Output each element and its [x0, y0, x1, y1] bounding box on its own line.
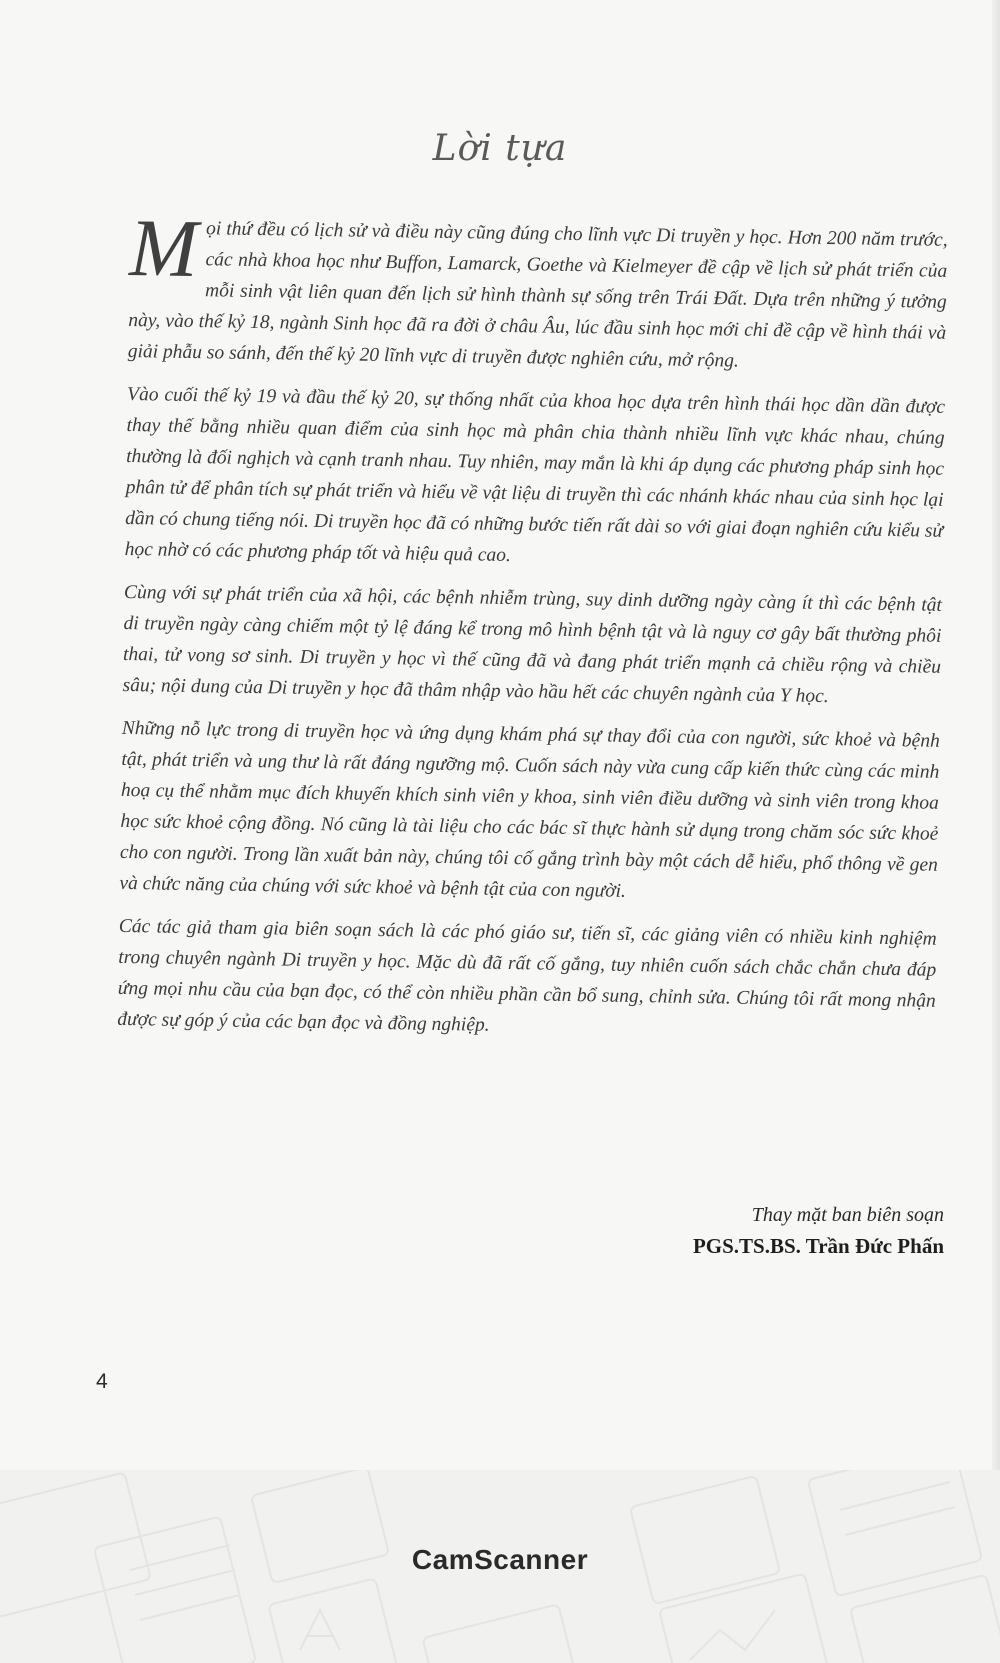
signature-block [693, 1200, 944, 1262]
paragraph-3: Cùng với sự phát triển của xã hội, các bệnh nhiễm trùng, suy dinh dưỡng ngày càng ít thì các bệnh tật di truyền ngày càng chiếm một tỷ lệ đáng kể trong mô hình bệnh tật và là nguy cơ gây bất thường phôi thai, tử vong sơ sinh. Di truyền y học vì thế cũng đã và đang phát triển mạnh cả chiều rộng và chiều sâu; nội dung của Di truyền y học đã thâm nhập vào hầu hết các chuyên ngành của Y học. [122, 581, 943, 708]
page-edge-shadow [992, 0, 1000, 1470]
page-title: Lời tựa [432, 128, 568, 169]
preface-body [117, 202, 948, 1060]
camscanner-watermark: CamScanner [411, 1544, 589, 1575]
paragraph-2: Vào cuối thế kỷ 19 và đầu thế kỷ 20, sự thống nhất của khoa học dựa trên hình thái học dần dần được thay thế bằng nhiều quan điểm của sinh học mà phân chia thành nhiều lĩnh vực khác nhau, chúng thường là đối nghịch và cạnh tranh nhau. Tuy nhiên, may mắn là khi áp dụng các phương pháp sinh học phân tử để phân tích sự phát triển và hiểu về vật liệu di truyền thì các nhánh khác nhau của sinh học lại dần có chung tiếng nói. Di truyền học đã có những bước tiến rất dài so với giai đoạn nghiên cứu kiểu sử học nhờ có các phương pháp tốt và hiệu quả cao. [124, 383, 946, 567]
scanner-footer [0, 1470, 1000, 1663]
paragraph-1-text: ọi thứ đều có lịch sử và điều này cũng đúng cho lĩnh vực Di truyền y học. Hơn 200 năm trước, các nhà khoa học như Buffon, Lamarck, Goethe và Kielmeyer đề cập về lịch sử phát triển của mỗi sinh vật liên quan đến lịch sử hình thành sự sống trên Trái Đất. Dựa trên những ý tưởng này, vào thế kỷ 18, ngành Sinh học đã ra đời ở châu Âu, lúc đầu sinh học mới chỉ đề cập về hình thái và giải phẫu so sánh, đến thế kỷ 20 lĩnh vực di truyền được nghiên cứu, mở rộng. [127, 218, 948, 372]
page-number: 4 [96, 1370, 108, 1393]
paragraph-5: Các tác giả tham gia biên soạn sách là các phó giáo sư, tiến sĩ, các giảng viên có nhiều kinh nghiệm trong chuyên ngành Di truyền y học. Mặc dù đã rất cố gắng, tuy nhiên cuốn sách chắc chắn chưa đáp ứng mọi nhu cầu của bạn đọc, có thể còn nhiều phần cần bổ sung, chỉnh sửa. Chúng tôi rất mong nhận được sự góp ý của các bạn đọc và đồng nghiệp. [117, 915, 937, 1036]
signature-role: Thay mặt ban biên soạn [751, 1204, 944, 1226]
signature-name: PGS.TS.BS. Trần Đức Phấn [692, 1234, 944, 1258]
paragraph-4: Những nỗ lực trong di truyền học và ứng dụng khám phá sự thay đổi của con người, sức khoẻ và bệnh tật, phát triển và ung thư là rất đáng ngưỡng mộ. Cuốn sách này vừa cung cấp kiến thức cùng các minh hoạ cụ thể nhằm mục đích khuyến khích sinh viên y khoa, sinh viên điều dưỡng và sinh viên trong khoa học sức khoẻ cộng đồng. Nó cũng là tài liệu cho các bác sĩ thực hành sử dụng trong chăm sóc sức khoẻ cho con người. Trong lần xuất bản này, chúng tôi cố gắng trình bày một cách dễ hiểu, phổ thông về gen và chức năng của chúng với sức khoẻ và bệnh tật của con người. [119, 717, 940, 902]
drop-cap: M [128, 202, 199, 295]
paragraph-1 [127, 202, 948, 380]
